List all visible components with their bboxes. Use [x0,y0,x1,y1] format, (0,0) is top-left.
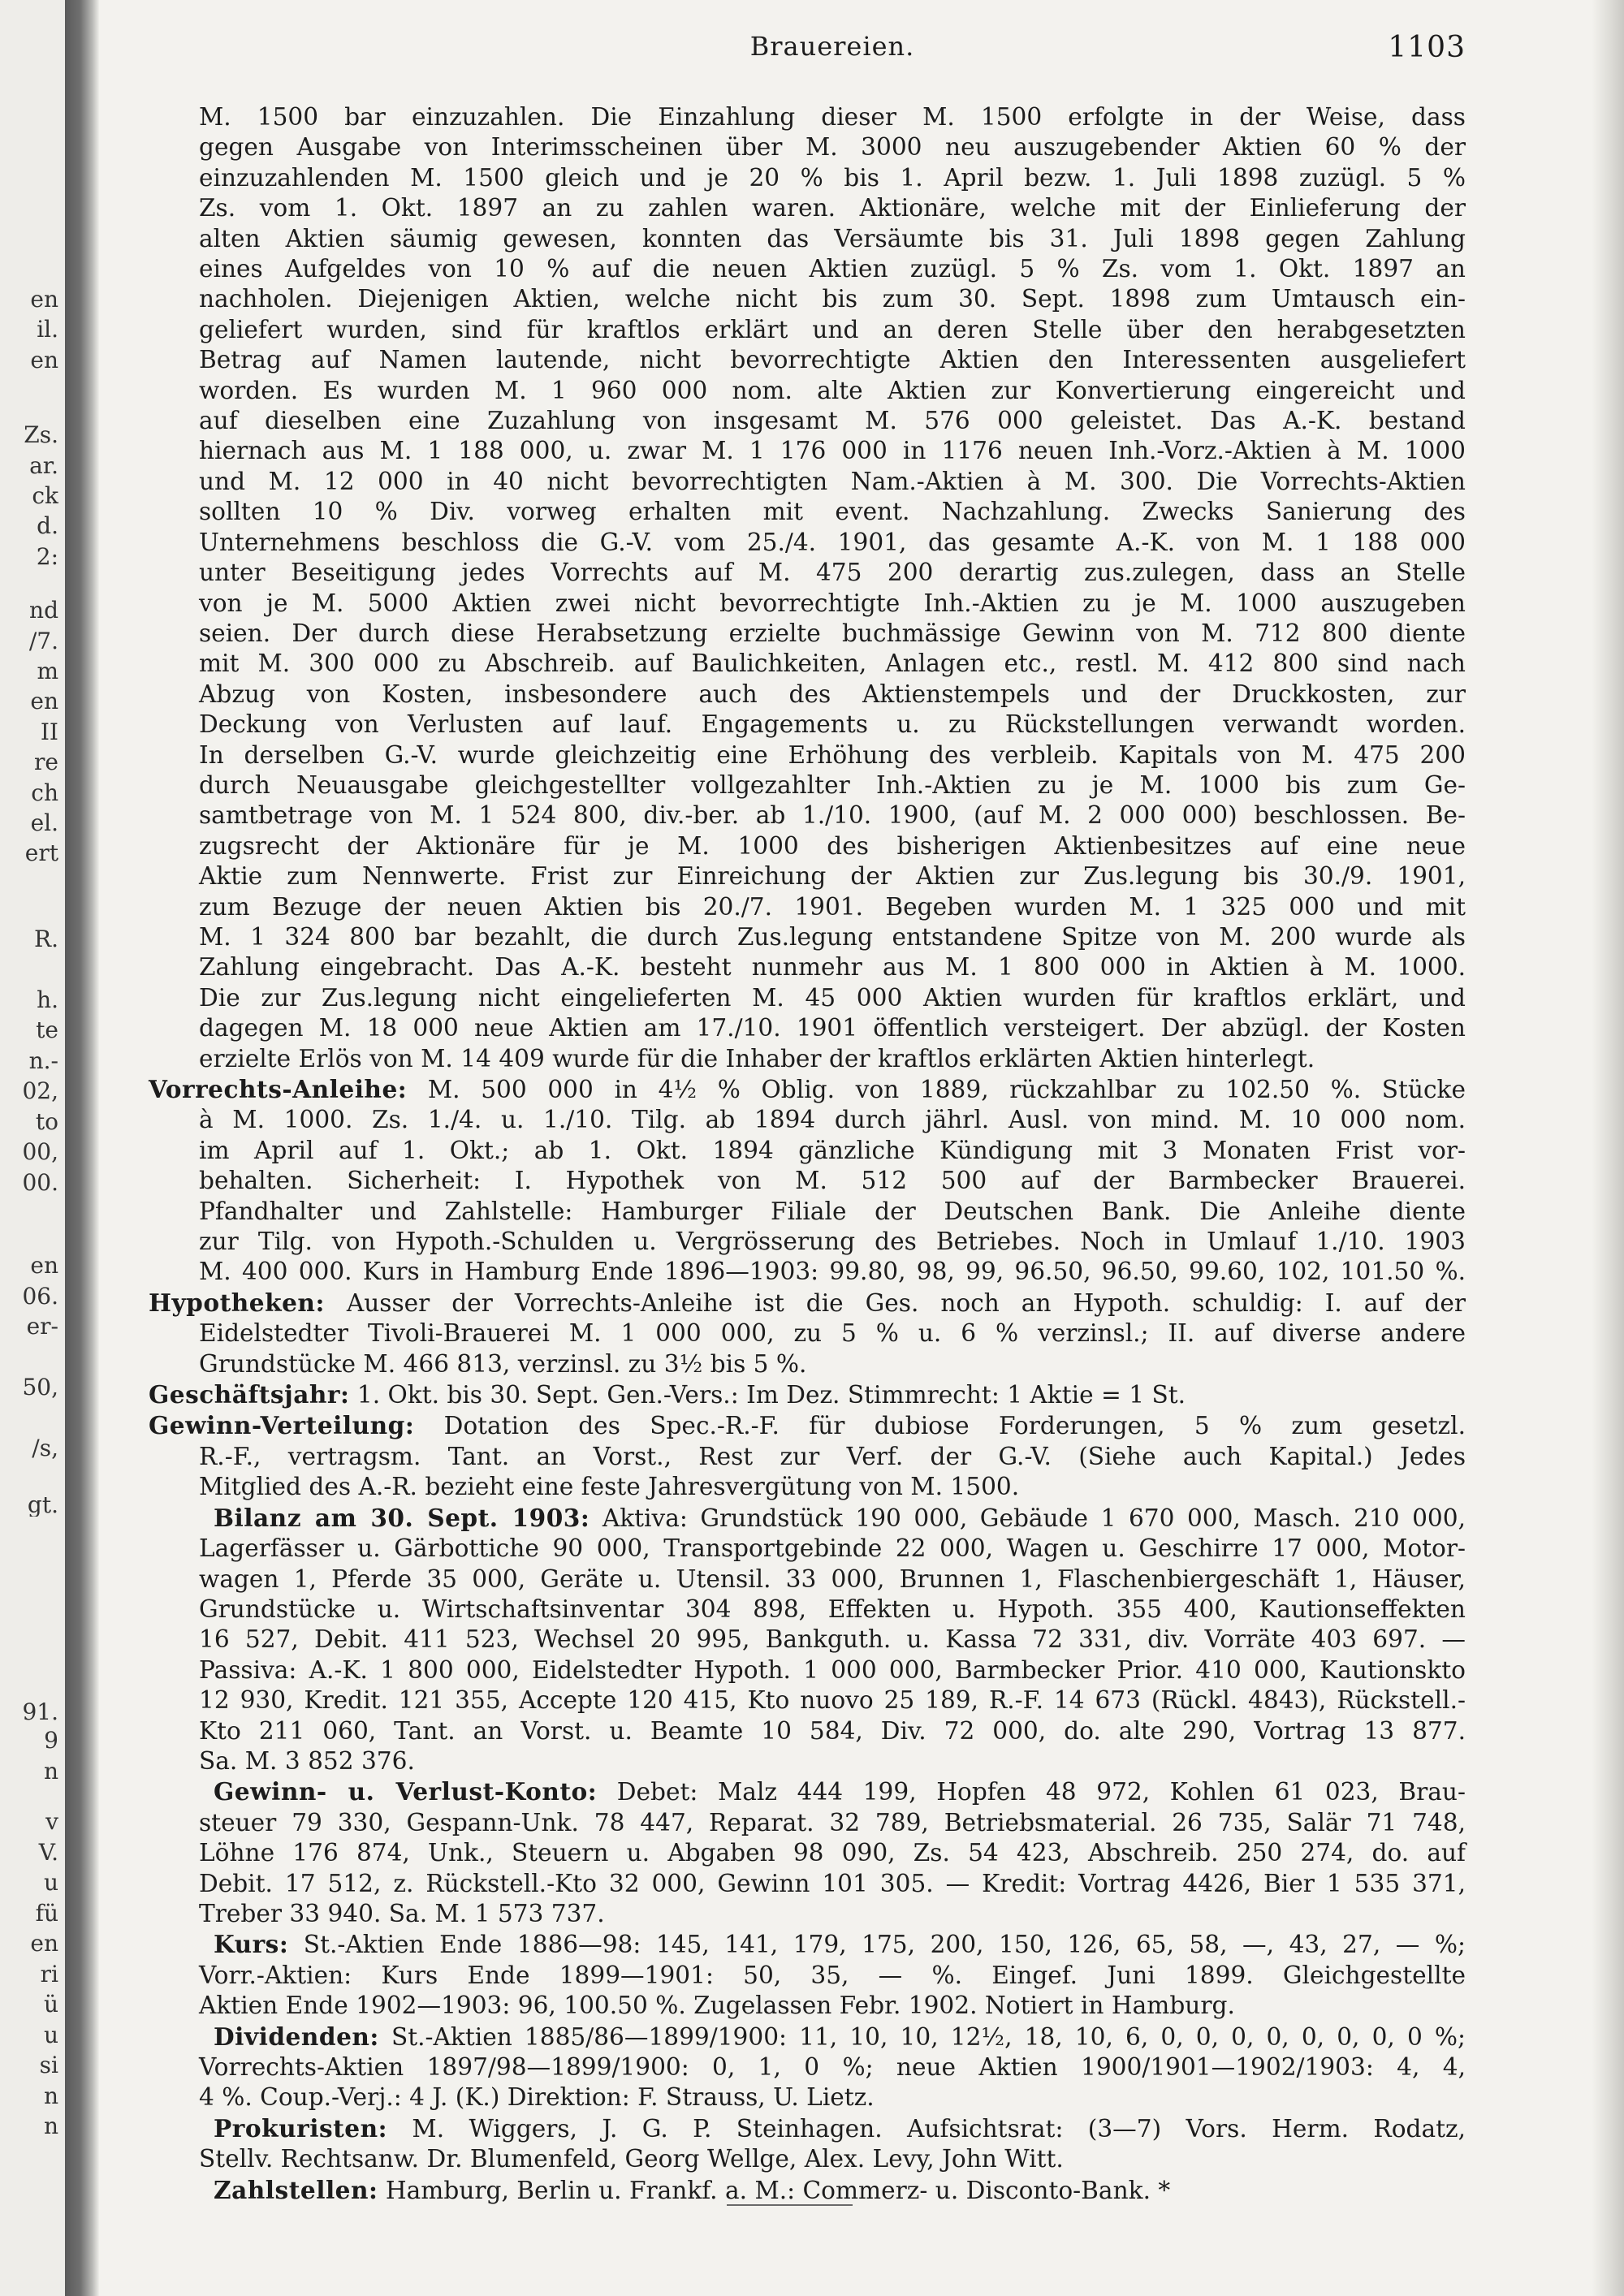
text-line [199,1929,1466,1960]
line-text: Betrag auf Namen lautende, nicht bevorrechtigte Aktien den Interessenten ausgeliefert [199,346,1466,374]
text-line [199,952,1466,982]
text-line [199,467,1466,497]
page-body [149,102,1466,2206]
line-text: eines Aufgeldes von 10 % auf die neuen Aktien zuzügl. 5 % Zs. vom 1. Okt. 1897 an [199,255,1466,283]
text-line [199,2022,1466,2052]
text-line [199,436,1466,466]
line-text: Deckung von Verlusten auf lauf. Engagements u. zu Rückstellungen verwandt worden. [199,710,1466,739]
text-line [199,193,1466,223]
line-text: Stellv. Rechtsanw. Dr. Blumenfeld, Georg Wellge, Alex. Levy, John Witt. [199,2145,1064,2173]
margin-fragment: en [30,1932,58,1955]
line-text: St.-Aktien Ende 1886—98: 145, 141, 179, 175, 200, 150, 126, 65, 58, —, 43, 27, — %; [288,1931,1466,1959]
previous-page-fragment [0,0,67,2296]
text-line [199,589,1466,619]
line-text: Grundstücke M. 466 813, verzinsl. zu 3½ bis 5 %. [199,1349,807,1378]
text-line [199,1503,1466,1534]
text-line [199,497,1466,527]
text-line [199,1899,1466,1929]
text-line [199,1716,1466,1746]
text-line [199,983,1466,1013]
line-text: nachholen. Diejenigen Aktien, welche nicht bis zum 30. Sept. 1898 zum Umtausch ein- [199,285,1466,313]
text-line [199,619,1466,649]
text-line [199,1625,1466,1655]
margin-fragment: 50, [22,1376,58,1399]
margin-fragment: re [34,751,58,774]
text-line [199,892,1466,922]
text-line [199,1136,1466,1166]
line-text: behalten. Sicherheit: I. Hypothek von M. 512 500 auf der Barmbecker Brauerei. [199,1167,1466,1195]
margin-fragment: to [35,1111,58,1133]
line-text: geliefert wurden, sind für kraftlos erklärt und an deren Stelle über den herabgesetzten [199,315,1466,343]
margin-fragment: m [37,660,58,683]
margin-fragment: II [40,721,58,744]
line-text: St.-Aktien 1885/86—1899/1900: 11, 10, 10, 12½, 18, 10, 6, 0, 0, 0, 0, 0, 0, 0, 0 %; [378,2022,1466,2051]
margin-fragment: ar. [29,455,58,477]
running-title: Brauereien. [749,31,915,62]
line-text: unter Beseitigung jedes Vorrechts auf M. 475 200 derartig zus.zulegen, dass an Stelle [199,559,1466,587]
text-line [199,1746,1466,1776]
margin-fragment: d. [37,515,58,537]
line-text: Vorr.-Aktien: Kurs Ende 1899—1901: 50, 35, — %. Eingef. Juni 1899. Gleichgestellte [199,1961,1466,1989]
margin-fragment: 9 [44,1729,58,1752]
line-text: mit M. 300 000 zu Abschreib. auf Baulichkeiten, Anlagen etc., restl. M. 412 800 sind nach [199,650,1466,678]
line-text: Aktiva: Grundstück 190 000, Gebäude 1 670 000, Masch. 210 000, [590,1504,1466,1532]
text-line [199,1197,1466,1227]
book-gutter-shadow [65,0,99,2296]
text-line [199,315,1466,345]
text-line [199,406,1466,436]
line-text: 12 930, Kredit. 121 355, Accepte 120 415, Kto nuovo 25 189, R.-F. 14 673 (Rückl. 4843), Rückstell.- [199,1686,1466,1715]
line-text: samtbetrage von M. 1 524 800, div.-ber. ab 1./10. 1900, (auf M. 2 000 000) beschlossen. Be- [199,801,1466,830]
text-line [199,1595,1466,1625]
margin-fragment: n [43,2115,58,2138]
line-text: Debet: Malz 444 199, Hopfen 48 972, Kohlen 61 023, Brau- [597,1778,1466,1806]
section-heading: Hypotheken: [149,1288,325,1317]
line-text: Aktie zum Nennwerte. Frist zur Einreichung der Aktien zur Zus.legung bis 30./9. 1901, [199,862,1466,891]
text-line [199,710,1466,740]
line-text: von je M. 5000 Aktien zwei nicht bevorrechtigte Inh.-Aktien zu je M. 1000 auszugeben [199,589,1466,617]
line-text: auf dieselben eine Zuzahlung von insgesamt M. 576 000 geleistet. Das A.-K. bestand [199,407,1466,435]
section-heading: Gewinn-Verteilung: [149,1411,415,1440]
text-line [199,558,1466,588]
text-line [199,2082,1466,2113]
line-text: M. 1 324 800 bar bezahlt, die durch Zus.legung entstandene Spitze von M. 200 wurde als [199,922,1466,951]
line-text: Aktien Ende 1902—1903: 96, 100.50 %. Zugelassen Febr. 1902. Notiert in Hamburg. [199,1992,1235,2020]
line-text: Abzug von Kosten, insbesondere auch des Aktienstempels und der Druckkosten, zur [199,680,1466,708]
margin-fragment: te [36,1019,58,1042]
text-line [199,1013,1466,1043]
line-text: sollten 10 % Div. vorweg erhalten mit event. Nachzahlung. Zwecks Sanierung des [199,498,1466,526]
margin-fragment: gt. [27,1494,58,1517]
line-text: à M. 1000. Zs. 1./4. u. 1./10. Tilg. ab 1894 durch jährl. Ausl. von mind. M. 10 000 nom. [199,1106,1466,1134]
text-line [199,163,1466,193]
line-text: In derselben G.-V. wurde gleichzeitig eine Erhöhung des verbleib. Kapitals von M. 475 200 [199,740,1466,769]
line-text: 16 527, Debit. 411 523, Wechsel 20 995, Bankguth. u. Kassa 72 331, div. Vorräte 403 697. — [199,1625,1466,1654]
margin-fragment: h. [37,989,58,1012]
text-line [199,649,1466,679]
text-line [199,2175,1466,2206]
text-line [199,1349,1466,1379]
text-line [199,1991,1466,2021]
margin-fragment: 91. [22,1701,58,1724]
margin-fragment: il. [37,318,58,341]
margin-fragment: 06. [22,1285,58,1308]
text-line [199,254,1466,284]
line-text: und M. 12 000 in 40 nicht bevorrechtigten Nam.-Aktien à M. 300. Die Vorrechts-Aktien [199,467,1466,495]
line-text: Ausser der Vorrechts-Anleihe ist die Ges. noch an Hypoth. schuldig: I. auf der [324,1288,1466,1317]
text-line [149,1288,1466,1318]
margin-fragment: fü [35,1902,58,1925]
line-text: hiernach aus M. 1 188 000, u. zwar M. 1 176 000 in 1176 neuen Inh.-Vorz.-Aktien à M. 1000 [199,437,1466,465]
margin-fragment: nd [29,599,58,622]
margin-fragment: el. [30,812,58,835]
page-header [199,31,1466,68]
margin-fragment: si [39,2054,58,2077]
text-line [199,740,1466,770]
text-line [149,1379,1466,1410]
margin-fragment: n [43,2085,58,2108]
line-text: Kto 211 060, Tant. an Vorst. u. Beamte 10 584, Div. 72 000, do. alte 290, Vortrag 13 877. [199,1716,1466,1745]
line-text: 1. Okt. bis 30. Sept. Gen.-Vers.: Im Dez. Stimmrecht: 1 Aktie = 1 St. [349,1381,1186,1409]
section-heading: Vorrechts-Anleihe: [149,1075,408,1103]
line-text: im April auf 1. Okt.; ab 1. Okt. 1894 gänzliche Kündigung mit 3 Monaten Frist vor- [199,1136,1466,1164]
margin-fragment: /7. [28,630,58,653]
line-text: Mitglied des A.-R. bezieht eine feste Jahresvergütung von M. 1500. [199,1473,1020,1501]
margin-fragment: en [30,690,58,713]
margin-fragment: 2: [36,546,58,568]
line-text: seien. Der durch diese Herabsetzung erzielte buchmässige Gewinn von M. 712 800 diente [199,619,1466,647]
text-line [199,528,1466,558]
text-line [199,801,1466,831]
line-text: zur Tilg. von Hypoth.-Schulden u. Vergrösserung des Betriebes. Noch in Umlauf 1./10. 1903 [199,1228,1466,1256]
text-line [199,132,1466,162]
page-number: 1103 [1388,31,1466,64]
text-line [199,2113,1466,2144]
line-text: Zs. vom 1. Okt. 1897 an zu zahlen waren. Aktionäre, welche mit der Einlieferung der [199,194,1466,222]
text-line [199,2052,1466,2082]
section-heading: Bilanz am 30. Sept. 1903: [214,1503,590,1532]
line-text: Sa. M. 3 852 376. [199,1746,415,1775]
text-line [149,1410,1466,1441]
text-line [199,2144,1466,2174]
text-line [199,284,1466,314]
line-text: gegen Ausgabe von Interimsscheinen über M. 3000 neu auszugebender Aktien 60 % der [199,133,1466,162]
margin-fragment: en [30,288,58,311]
margin-fragment: ch [31,782,58,805]
text-line [199,1105,1466,1135]
text-line [199,680,1466,710]
margin-fragment: /s, [32,1437,58,1460]
line-text: steuer 79 330, Gespann-Unk. 78 447, Reparat. 32 789, Betriebsmaterial. 26 735, Salär 71 748, [199,1808,1466,1836]
line-text: alten Aktien säumig gewesen, konnten das Versäumte bis 31. Juli 1898 gegen Zahlung [199,224,1466,252]
text-line [199,224,1466,254]
text-line [199,1227,1466,1257]
text-line [199,102,1466,132]
line-text: Vorrechts-Aktien 1897/98—1899/1900: 0, 1, 0 %; neue Aktien 1900/1901—1902/1903: 4, 4, [199,2053,1466,2081]
text-line [199,922,1466,952]
line-text: M. Wiggers, J. G. P. Steinhagen. Aufsichtsrat: (3—7) Vors. Herm. Rodatz, [387,2114,1466,2143]
line-text: durch Neuausgabe gleichgestellter vollgezahlter Inh.-Aktien zu je M. 1000 bis zum Ge- [199,770,1466,799]
section-heading: Zahlstellen: [214,2175,378,2204]
text-line [199,1534,1466,1564]
text-line [199,1257,1466,1287]
text-line [149,1074,1466,1105]
text-line [199,1961,1466,1991]
line-text: zugsrecht der Aktionäre für je M. 1000 des bisherigen Aktienbesitzes auf eine neue [199,831,1466,860]
text-line [199,1869,1466,1899]
margin-fragment: ck [32,485,58,507]
margin-fragment: R. [34,928,58,951]
text-line [199,831,1466,861]
margin-fragment: ert [24,842,58,865]
margin-fragment: Zs. [24,424,58,447]
text-line [199,770,1466,801]
text-line [199,1318,1466,1349]
section-heading: Geschäftsjahr: [149,1380,350,1409]
text-line [199,1655,1466,1685]
line-text: erzielte Erlös von M. 14 409 wurde für die Inhaber der kraftlos erklärten Aktien hinterlegt. [199,1044,1315,1072]
section-heading: Prokuristen: [214,2113,388,2143]
text-line [199,1685,1466,1716]
line-text: Eidelstedter Tivoli-Brauerei M. 1 000 000, zu 5 % u. 6 % verzinsl.; II. auf diverse andere [199,1319,1466,1348]
text-line [199,1808,1466,1838]
line-text: Debit. 17 512, z. Rückstell.-Kto 32 000, Gewinn 101 305. — Kredit: Vortrag 4426, Bier 1 535 371, [199,1869,1466,1897]
text-line [199,861,1466,891]
page-edge-shadow [1592,0,1624,2296]
margin-fragment: 00. [22,1172,58,1194]
margin-fragment: ri [40,1963,58,1986]
text-line [199,345,1466,375]
text-line [199,376,1466,406]
margin-fragment: V. [38,1841,58,1864]
text-line [199,1472,1466,1502]
line-text: Treber 33 940. Sa. M. 1 573 737. [199,1899,605,1927]
text-line [199,1442,1466,1472]
line-text: einzuzahlenden M. 1500 gleich und je 20 % bis 1. April bezw. 1. Juli 1898 zuzügl. 5 % [199,163,1466,192]
margin-fragment: ü [43,1993,58,2016]
line-text: Die zur Zus.legung nicht eingelieferten M. 45 000 Aktien wurden für kraftlos erklärt, und [199,983,1466,1012]
line-text: R.-F., vertragsm. Tant. an Vorst., Rest zur Verf. der G.-V. (Siehe auch Kapital.) Jedes [199,1442,1466,1470]
footer-rule [727,2204,853,2206]
line-text: wagen 1, Pferde 35 000, Geräte u. Utensil. 33 000, Brunnen 1, Flaschenbiergeschäft 1, Häuser, [199,1564,1466,1593]
margin-fragment: er- [26,1315,58,1338]
margin-fragment: u [43,1871,58,1894]
line-text: Hamburg, Berlin u. Frankf. a. M.: Commerz- u. Disconto-Bank. * [378,2176,1171,2204]
section-heading: Kurs: [214,1930,289,1959]
line-text: Passiva: A.-K. 1 800 000, Eidelstedter Hypoth. 1 000 000, Barmbecker Prior. 410 000, Kautionskto [199,1655,1466,1684]
margin-fragment: en [30,349,58,372]
margin-fragment: 02, [22,1080,58,1103]
margin-fragment: n [43,1760,58,1783]
line-text: Unternehmens beschloss die G.-V. vom 25./4. 1901, das gesamte A.-K. von M. 1 188 000 [199,528,1466,556]
text-line [199,1166,1466,1196]
line-text: M. 1500 bar einzuzahlen. Die Einzahlung dieser M. 1500 erfolgte in der Weise, dass [199,103,1466,131]
section-heading: Gewinn- u. Verlust-Konto: [214,1777,598,1806]
line-text: worden. Es wurden M. 1 960 000 nom. alte Aktien zur Konvertierung eingereicht und [199,376,1466,404]
text-line [199,1044,1466,1074]
text-line [199,1838,1466,1868]
line-text: Zahlung eingebracht. Das A.-K. besteht nunmehr aus M. 1 800 000 in Aktien à M. 1000. [199,953,1466,982]
margin-fragment: n.- [28,1050,58,1072]
margin-fragment: u [43,2024,58,2047]
text-line [199,1564,1466,1595]
line-text: Grundstücke u. Wirtschaftsinventar 304 898, Effekten u. Hypoth. 355 400, Kautionseffekten [199,1595,1466,1623]
line-text: Löhne 176 874, Unk., Steuern u. Abgaben 98 090, Zs. 54 423, Abschreib. 250 274, do. auf [199,1839,1466,1867]
margin-fragment: 00, [22,1141,58,1163]
line-text: dagegen M. 18 000 neue Aktien am 17./10. 1901 öffentlich versteigert. Der abzügl. der Kosten [199,1014,1466,1042]
text-line [199,1776,1466,1807]
line-text: M. 500 000 in 4½ % Oblig. von 1889, rückzahlbar zu 102.50 %. Stücke [407,1076,1466,1103]
margin-fragment: en [30,1254,58,1277]
margin-fragment: v [45,1810,58,1833]
line-text: Dotation des Spec.-R.-F. für dubiose Forderungen, 5 % zum gesetzl. [414,1412,1466,1440]
line-text: zum Bezuge der neuen Aktien bis 20./7. 1901. Begeben wurden M. 1 325 000 und mit [199,892,1466,921]
line-text: Lagerfässer u. Gärbottiche 90 000, Transportgebinde 22 000, Wagen u. Geschirre 17 000, Motor- [199,1534,1466,1563]
section-heading: Dividenden: [214,2022,379,2051]
line-text: 4 %. Coup.-Verj.: 4 J. (K.) Direktion: F. Strauss, U. Lietz. [199,2083,875,2112]
line-text: M. 400 000. Kurs in Hamburg Ende 1896—1903: 99.80, 98, 99, 96.50, 96.50, 99.60, 102, 101.50 %. [199,1258,1466,1286]
line-text: Pfandhalter und Zahlstelle: Hamburger Filiale der Deutschen Bank. Die Anleihe diente [199,1197,1466,1225]
